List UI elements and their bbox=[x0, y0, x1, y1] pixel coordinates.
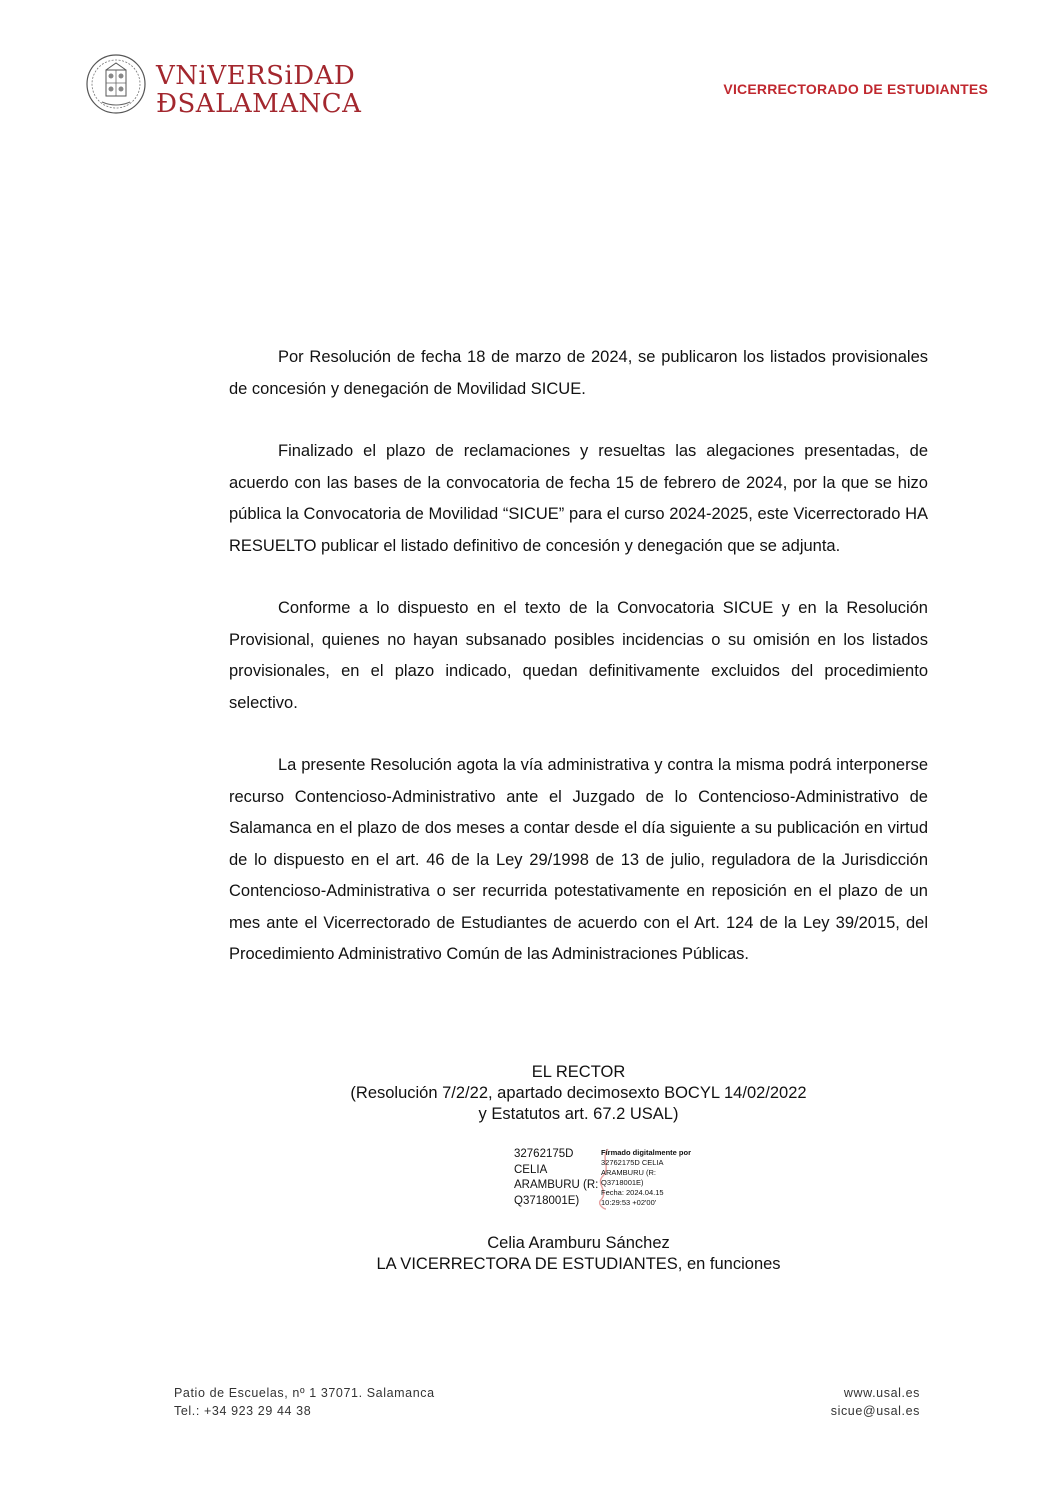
signature-detail-line: Q3718001E) bbox=[601, 1178, 644, 1187]
signature-detail-line: Fecha: 2024.04.15 bbox=[601, 1188, 664, 1197]
signer-id-block bbox=[514, 1147, 598, 1209]
rector-title: EL RECTOR bbox=[531, 1063, 626, 1081]
paragraph-4: La presente Resolución agota la vía administrativa y contra la misma podrá interponerse recurso Contencioso-Administrativo ante el Juzgado de lo Contencioso-Administrativo de Salamanca en el plazo de dos meses a contar desde el día siguiente a su publicación en virtud de lo dispuesto en el art. 46 de la Ley 29/1998 de 13 de julio, reguladora de la Jurisdicción Contencioso-Administrativa o ser recurrida potestativamente en reposición en el plazo de un mes ante el Vicerrectorado de Estudiantes de acuerdo con el Art. 124 de la Ley 39/2015, del Procedimiento Administrativo Común de las Administraciones Públicas. bbox=[229, 756, 928, 963]
signer-block bbox=[229, 1233, 928, 1275]
signer-id-line: 32762175D bbox=[514, 1148, 574, 1160]
footer-phone: Tel.: +34 923 29 44 38 bbox=[174, 1404, 312, 1418]
paragraph-3: Conforme a lo dispuesto en el texto de la Convocatoria SICUE y en la Resolución Provisional, quienes no hayan subsanado posibles incidencias o su omisión en los listados provisionales, en el plazo indicado, quedan definitivamente excluidos del procedimiento selectivo. bbox=[229, 599, 928, 712]
footer-website-link[interactable]: www.usal.es bbox=[843, 1386, 920, 1400]
signer-id-line: CELIA bbox=[514, 1163, 548, 1176]
signature-detail-line: 32762175D CELIA bbox=[601, 1158, 664, 1167]
signer-id-line: ARAMBURU (R: bbox=[514, 1179, 599, 1192]
paragraph-1: Por Resolución de fecha 18 de marzo de 2024, se publicaron los listados provisionales de concesión y denegación de Movilidad SICUE. bbox=[229, 348, 928, 398]
signer-id-line: Q3718001E) bbox=[514, 1194, 580, 1207]
department-heading: VICERRECTORADO DE ESTUDIANTES bbox=[723, 81, 988, 97]
university-wordmark bbox=[156, 62, 361, 118]
signature-detail-line: Firmado digitalmente por bbox=[601, 1148, 692, 1157]
logo-line-1: VNiVERSiDAD bbox=[156, 61, 356, 91]
footer-address: Patio de Escuelas, nº 1 37071. Salamanca bbox=[174, 1386, 435, 1400]
signer-name: Celia Aramburu Sánchez bbox=[487, 1234, 670, 1252]
signature-detail-line: ARAMBURU (R: bbox=[601, 1168, 657, 1177]
signature-details-block bbox=[601, 1148, 691, 1208]
signer-role: LA VICERRECTORA DE ESTUDIANTES, en funciones bbox=[376, 1255, 781, 1273]
university-logo bbox=[84, 52, 362, 122]
resolution-body bbox=[229, 342, 928, 1002]
footer-links bbox=[831, 1384, 920, 1420]
footer-contact bbox=[174, 1384, 435, 1420]
footer-email-link[interactable]: sicue@usal.es bbox=[830, 1404, 920, 1418]
paragraph-2: Finalizado el plazo de reclamaciones y resueltas las alegaciones presentadas, de acuerdo con las bases de la convocatoria de fecha 15 de febrero de 2024, por la que se hizo pública la Convocatoria de Movilidad “SICUE” para el curso 2024-2025, este Vicerrectorado HA RESUELTO publicar el listado definitivo de concesión y denegación que se adjunta. bbox=[229, 442, 928, 555]
university-seal-icon bbox=[84, 52, 148, 116]
logo-line-2: ÐSALAMANCA bbox=[156, 89, 362, 119]
delegation-line-1: (Resolución 7/2/22, apartado decimosexto BOCYL 14/02/2022 bbox=[350, 1084, 807, 1102]
signature-detail-line: 10:29:53 +02'00' bbox=[601, 1198, 657, 1207]
digital-signature-stamp bbox=[514, 1147, 714, 1211]
signature-authority bbox=[229, 1062, 928, 1125]
delegation-line-2: y Estatutos art. 67.2 USAL) bbox=[478, 1105, 679, 1123]
